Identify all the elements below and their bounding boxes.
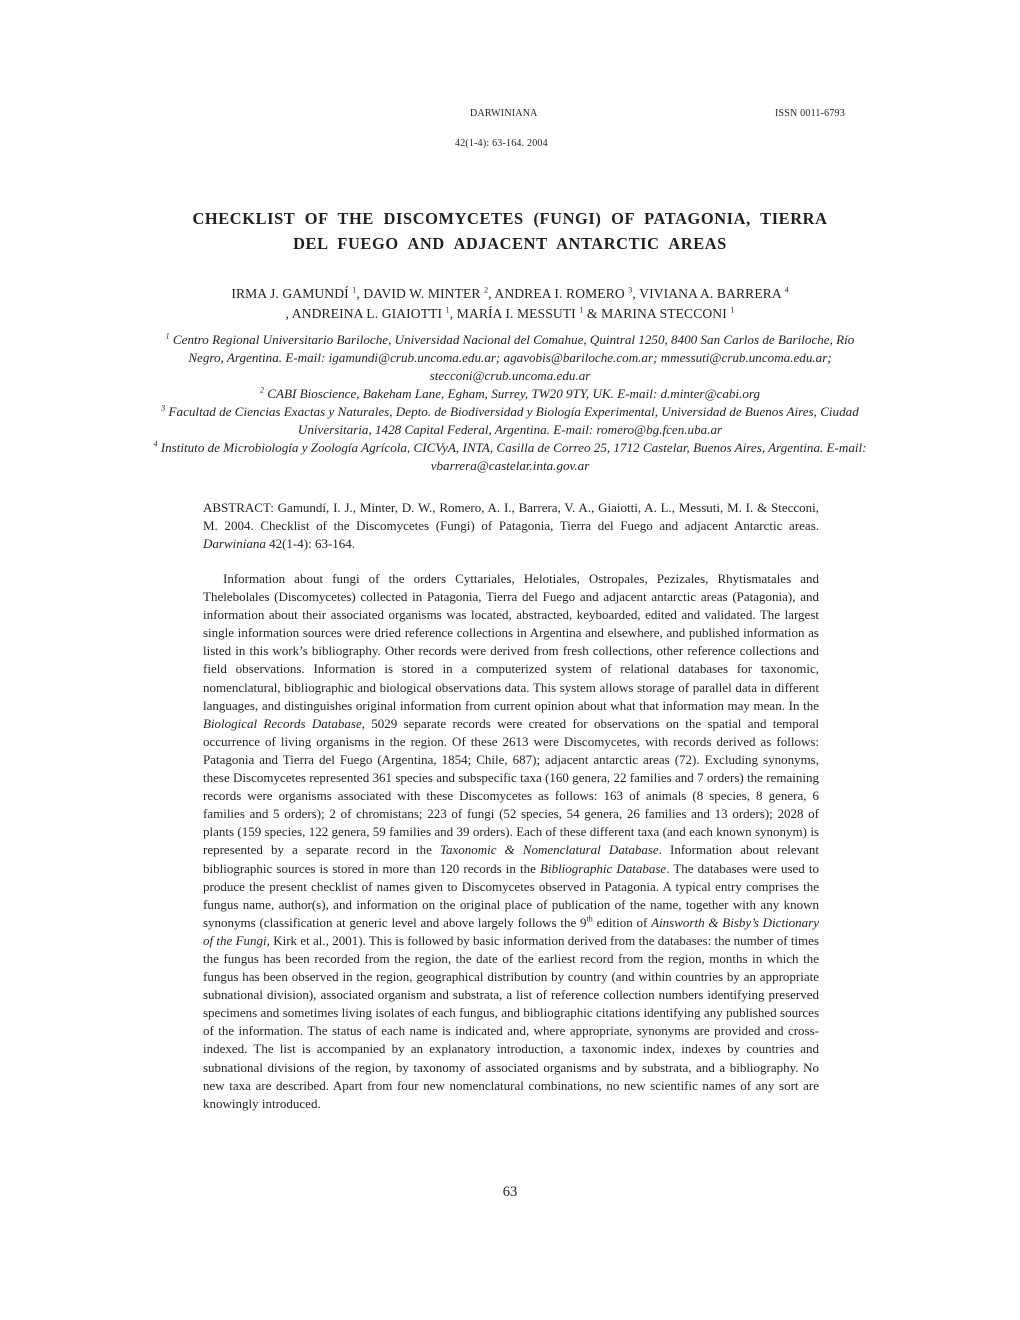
author-sup: 4 — [784, 285, 789, 295]
author-barrera: , VIVIANA A. BARRERA — [632, 286, 782, 301]
affiliation-1: $^1$ Centro Regional Universitario Bariloche, Universidad Nacional del Comahue, Quintral 1250, 8400 San Carlos de Bariloche, Río Negro, Argentina. E-mail: igamundi@crub.uncoma.edu.ar; agavobis@bariloche.com.ar; mmessuti@crub.uncoma.edu.ar; stecconi@crub.uncoma.edu.ar — [165, 331, 855, 383]
affiliation-2: $^2$ CABI Bioscience, Bakeham Lane, Egham, Surrey, TW20 9TY, UK. E-mail: d.minter@cabi.org — [259, 385, 761, 401]
article-title — [150, 206, 870, 256]
author-giaiotti: , ANDREINA L. GIAIOTTI — [285, 306, 443, 321]
author-sup: 1 — [352, 285, 357, 295]
affiliation-3: $^3$ Facultad de Ciencias Exactas y Naturales, Depto. de Biodiversidad y Biología Experimental, Universidad de Buenos Aires, Ciudad Universitaria, 1428 Capital Federal, Argentina. E-mail: romero@bg.fcen.uba.ar — [161, 403, 859, 437]
running-header-journal: DARWINIANA — [470, 108, 538, 119]
running-header-citation: 42(1-4): 63-164. 2004 — [455, 138, 548, 149]
italic-term: Ainsworth & Bisby’s Dictionary of the Fungi — [203, 914, 819, 948]
title-line-1: CHECKLIST OF THE DISCOMYCETES (FUNGI) OF PATAGONIA, TIERRA — [192, 209, 828, 228]
italic-term: Taxonomic & Nomenclatural Database — [439, 842, 659, 858]
author-sup: 2 — [484, 285, 489, 295]
running-header-issn: ISSN 0011-6793 — [775, 108, 845, 119]
title-line-2: DEL FUEGO AND ADJACENT ANTARCTIC AREAS — [293, 234, 727, 253]
author-sup: 1 — [579, 305, 584, 315]
author-gamundi: IRMA J. GAMUNDÍ — [231, 286, 349, 301]
author-sup: 1 — [445, 305, 450, 315]
author-sup: 3 — [628, 285, 633, 295]
affiliations — [150, 331, 870, 475]
italic-term: Bibliographic Database — [540, 860, 667, 876]
author-stecconi: & MARINA STECCONI — [583, 306, 727, 321]
summary-paragraph: Information about fungi of the orders Cyttariales, Helotiales, Ostropales, Pezizales, Rhytismatales and Thelebolales (Discomycetes) collected in Patagonia, Tierra del Fuego and adjacent antarctic areas (Patagonia), and information about their associated organisms was located, abstracted, keyboarded, edited and validated. The largest single information sources were dried reference collections in Argentina and elsewhere, and published information as listed in this work’s bibliography. Other records were derived from fresh collections, other reference collections and field observations. Information is stored in a computerized system of relational databases for taxonomic, nomenclatural, bibliographic and biological observations data. This system allows storage of parallel data in different languages, and distinguishes original information from current opinion about what that information may mean. In the Biological Records Database, 5029 separate records were created for observations on the spatial and temporal occurrence of living organisms in the region. Of these 2613 were Discomycetes, with records derived as follows: Patagonia and Tierra del Fuego (Argentina, 1854; Chile, 687); adjacent antarctic areas (72). Excluding synonyms, these Discomycetes represented 361 species and subspecific taxa (160 genera, 22 families and 7 orders) the remaining records were organisms associated with these Discomycetes as follows: 163 of animals (8 species, 8 genera, 6 families and 5 orders); 2 of chromistans; 223 of fungi (52 species, 54 genera, 26 families and 13 orders); 2028 of plants (159 species, 122 genera, 59 families and 39 orders). Each of these different taxa (and each known synonym) is represented by a separate record in the Taxonomic & Nomenclatural Database. Information about relevant bibliographic sources is stored in more than 120 records in the Bibliographic Database. The databases were used to produce the present checklist of names given to Discomycetes observed in Patagonia. A typical entry comprises the fungus name, author(s), and information on the original place of publication of the name, together with any known synonyms (classification at generic level and above largely follows the 9th edition of Ainsworth & Bisby’s Dictionary of the Fungi, Kirk et al., 2001). This is followed by basic information derived from the databases: the number of times the fungus has been recorded from the region, the date of the earliest record from the region, months in which the fungus has been observed in the region, geographical distribution by country (and within countries by an appropriate subnational division), associated organism and substrata, a list of reference collection numbers identifying preserved specimens and sometimes living isolates of each fungus, and bibliographic citations identifying any published sources of the information. The status of each name is indicated and, where appropriate, synonyms are provided and cross-indexed. The list is accompanied by an explanatory introduction, a taxonomic index, indexes by countries and subnational divisions of the region, by taxonomy of associated organisms and by substrata, and a bibliography. No new taxa are described. Apart from four new nomenclatural combinations, no new scientific names of any sort are knowingly introduced. — [203, 571, 820, 1111]
affiliation-4: $^4$ Instituto de Microbiología y Zoología Agrícola, CICVyA, INTA, Casilla de Correo 25, 1712 Castelar, Buenos Aires, Argentina. E-mail: vbarrera@castelar.inta.gov.ar — [153, 439, 867, 473]
ordinal-sup: th — [586, 914, 593, 924]
italic-term: Biological Records Database — [203, 715, 362, 731]
author-romero: , ANDREA I. ROMERO — [488, 286, 625, 301]
page-number: 63 — [502, 1184, 518, 1200]
author-list — [150, 284, 870, 324]
author-sup: 1 — [730, 305, 735, 315]
author-minter: , DAVID W. MINTER — [356, 286, 481, 301]
author-messuti: , MARÍA I. MESSUTI — [449, 306, 576, 321]
abstract-citation: ABSTRACT: Gamundí, I. J., Minter, D. W., Romero, A. I., Barrera, V. A., Giaiotti, A. L., Messuti, M. I. & Stecconi, M. 2004. Checklist of the Discomycetes (Fungi) of Patagonia, Tierra del Fuego and adjacent Antarctic areas. Darwiniana 42(1-4): 63-164. — [203, 500, 819, 552]
journal-name: Darwiniana — [203, 536, 266, 552]
